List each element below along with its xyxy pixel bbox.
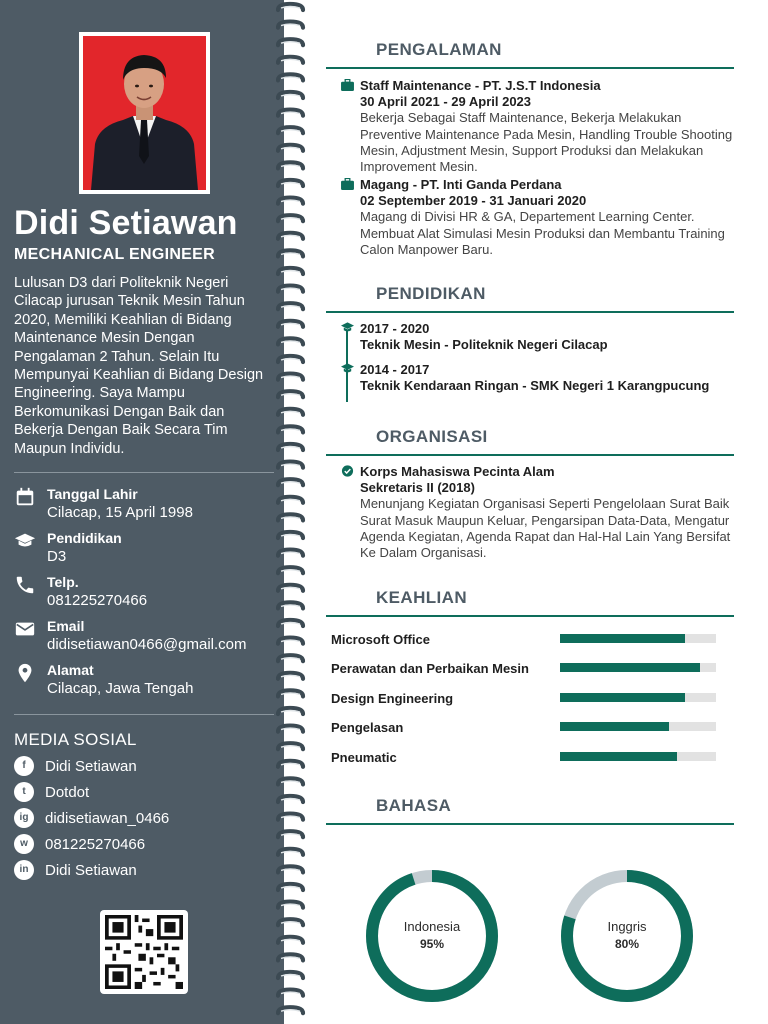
skill-bar-fill [560, 752, 677, 761]
sidebar-divider [14, 472, 274, 473]
spiral-ring-highlight [281, 517, 300, 519]
spiral-ring-highlight [281, 253, 300, 255]
skill-bar [560, 663, 716, 672]
skill-bar [560, 722, 716, 731]
skill-name: Perawatan dan Perbaikan Mesin [331, 661, 529, 676]
spiral-ring-highlight [281, 887, 300, 889]
spiral-ring-highlight [281, 552, 300, 554]
spiral-ring-highlight [281, 288, 300, 290]
spiral-ring-highlight [281, 235, 300, 237]
section-title-education: PENDIDIKAN [376, 284, 486, 303]
skill-name: Pengelasan [331, 720, 404, 735]
section-divider [326, 615, 734, 617]
info-value: didisetiawan0466@gmail.com [47, 636, 247, 653]
skill-bar-fill [560, 722, 669, 731]
skill-name: Pneumatic [331, 750, 397, 765]
profile-photo [83, 36, 206, 190]
spiral-ring-highlight [281, 130, 300, 132]
spiral-ring-highlight [281, 904, 300, 906]
spiral-ring-highlight [281, 499, 300, 501]
spiral-ring-highlight [281, 394, 300, 396]
experience-title: Staff Maintenance - PT. J.S.T Indonesia [360, 78, 601, 93]
phone-icon [14, 574, 36, 596]
spiral-ring-highlight [281, 7, 300, 9]
spiral-ring-highlight [281, 24, 300, 26]
briefcase-icon [341, 79, 354, 91]
spiral-ring-highlight [281, 200, 300, 202]
spiral-ring-highlight [281, 464, 300, 466]
qr-code[interactable] [100, 910, 188, 994]
graduation-cap-icon [341, 321, 354, 333]
spiral-ring-highlight [281, 411, 300, 413]
skill-bar [560, 752, 716, 761]
facebook-icon: f [14, 756, 34, 776]
info-label: Tanggal Lahir [47, 486, 138, 502]
social-linkedin[interactable] [14, 860, 276, 882]
spiral-ring-highlight [281, 447, 300, 449]
spiral-ring-highlight [281, 992, 300, 994]
skill-bar [560, 634, 716, 643]
spiral-ring-highlight [281, 165, 300, 167]
spiral-ring-highlight [281, 570, 300, 572]
education-years: 2014 - 2017 [360, 362, 430, 377]
graduation-cap-icon [14, 530, 36, 552]
spiral-ring-highlight [281, 341, 300, 343]
section-divider [326, 311, 734, 313]
spiral-ring-highlight [281, 482, 300, 484]
spiral-ring-highlight [281, 693, 300, 695]
section-divider [326, 454, 734, 456]
organization-item [360, 464, 738, 561]
spiral-ring-highlight [281, 869, 300, 871]
social-twitter[interactable] [14, 782, 276, 804]
spiral-ring-highlight [281, 306, 300, 308]
spiral-ring-highlight [281, 535, 300, 537]
spiral-ring-highlight [281, 59, 300, 61]
spiral-ring-highlight [281, 77, 300, 79]
spiral-ring-highlight [281, 1010, 300, 1012]
social-media-title: MEDIA SOSIAL [14, 730, 137, 749]
profile-summary: Lulusan D3 dari Politeknik Negeri Cilacap jurusan Teknik Mesin Tahun 2020, Memiliki Keahlian di Bidang Maintenance Mesin Dengan Pengalaman 2 Tahun. Selain Itu Mempunyai Keahlian di Bidang Design Engineering. Saya Mampu Berkomunikasi Dengan Baik dan Bekerja Dengan Baik Secara Tim Maupun Individu. [14, 275, 264, 457]
spiral-ring-highlight [281, 623, 300, 625]
organization-name: Korps Mahasiswa Pecinta Alam [360, 464, 555, 479]
organization-role: Sekretaris II (2018) [360, 480, 475, 496]
section-title-languages: BAHASA [376, 796, 452, 815]
linkedin-icon: in [14, 860, 34, 880]
spiral-ring-highlight [281, 42, 300, 44]
spiral-ring-highlight [281, 781, 300, 783]
sidebar [0, 0, 284, 1024]
spiral-ring-highlight [281, 323, 300, 325]
spiral-ring-highlight [281, 587, 300, 589]
spiral-ring-highlight [281, 640, 300, 642]
social-whatsapp[interactable] [14, 834, 276, 856]
spiral-ring-highlight [281, 112, 300, 114]
skill-name: Microsoft Office [331, 632, 430, 647]
spiral-ring-highlight [281, 675, 300, 677]
skill-bar-fill [560, 663, 700, 672]
info-value: Cilacap, Jawa Tengah [47, 680, 194, 697]
social-instagram[interactable] [14, 808, 276, 830]
spiral-ring-highlight [281, 939, 300, 941]
language-percent: 95% [419, 937, 445, 951]
spiral-ring-highlight [281, 799, 300, 801]
education-years: 2017 - 2020 [360, 321, 430, 336]
section-divider [326, 67, 734, 69]
social-text: didisetiawan_0466 [45, 810, 170, 827]
spiral-ring-highlight [281, 746, 300, 748]
education-school: Teknik Kendaraan Ringan - SMK Negeri 1 Karangpucung [360, 378, 710, 394]
spiral-ring-highlight [281, 218, 300, 220]
spiral-ring-highlight [281, 728, 300, 730]
graduation-cap-icon [341, 362, 354, 374]
social-text: Didi Setiawan [45, 862, 137, 879]
briefcase-icon [341, 178, 354, 190]
spiral-ring-highlight [281, 975, 300, 977]
spiral-binding [276, 0, 308, 1024]
spiral-ring-highlight [281, 711, 300, 713]
experience-dates: 02 September 2019 - 31 Januari 2020 [360, 193, 587, 209]
skill-bar-fill [560, 693, 685, 702]
experience-desc: Magang di Divisi HR & GA, Departement Learning Center. Membuat Alat Simulasi Mesin Produksi dan Membantu Training Calon Manpower Baru. [360, 209, 725, 257]
profile-title: MECHANICAL ENGINEER [14, 246, 215, 263]
check-circle-icon [341, 465, 354, 477]
spiral-ring-highlight [281, 851, 300, 853]
calendar-icon [14, 486, 36, 508]
sidebar-divider [14, 714, 274, 715]
social-facebook[interactable] [14, 756, 276, 778]
social-text: Didi Setiawan [45, 758, 137, 775]
organization-desc: Menunjang Kegiatan Organisasi Seperti Pengelolaan Surat Baik Surat Masuk Maupun Keluar, Pengarsipan Data-Data, Mengatur Agenda Kegiatan, Agenda Rapat dan Hal-Hal Lain Yang Bersifat Ke Dalam Organisasi. [360, 496, 731, 561]
social-text: Dotdot [45, 784, 90, 801]
experience-item [360, 177, 738, 258]
language-label [559, 919, 695, 951]
info-label: Alamat [47, 662, 94, 678]
spiral-ring-highlight [281, 658, 300, 660]
info-label: Email [47, 618, 85, 634]
spiral-ring-highlight [281, 147, 300, 149]
location-pin-icon [14, 662, 36, 684]
section-divider [326, 823, 734, 825]
experience-desc: Bekerja Sebagai Staff Maintenance, Bekerja Melakukan Preventive Maintenance Pada Mesin, Handling Trouble Shooting Mesin, Adjustment Mesin, Support Produksi dan Melakukan Improvement Mesin. [360, 110, 733, 175]
email-icon [14, 618, 36, 640]
profile-name: Didi Setiawan [14, 204, 238, 242]
spiral-ring-highlight [281, 816, 300, 818]
info-label: Telp. [47, 574, 79, 590]
profile-photo-frame [79, 32, 210, 194]
spiral-ring-highlight [281, 429, 300, 431]
section-title-organization: ORGANISASI [376, 427, 488, 446]
experience-title: Magang - PT. Inti Ganda Perdana [360, 177, 562, 192]
info-value: D3 [47, 548, 67, 565]
skill-name: Design Engineering [331, 691, 454, 706]
language-name: Indonesia [403, 919, 461, 934]
skill-bar-fill [560, 634, 685, 643]
info-value: Cilacap, 15 April 1998 [47, 504, 193, 521]
spiral-ring-highlight [281, 957, 300, 959]
education-item [360, 321, 738, 353]
education-school: Teknik Mesin - Politeknik Negeri Cilacap [360, 337, 608, 353]
language-name: Inggris [607, 919, 647, 934]
spiral-ring-highlight [281, 605, 300, 607]
spiral-ring-highlight [281, 834, 300, 836]
instagram-icon: ig [14, 808, 34, 828]
info-label: Pendidikan [47, 530, 122, 546]
education-item [360, 362, 738, 394]
twitter-icon: t [14, 782, 34, 802]
spiral-ring-highlight [281, 922, 300, 924]
spiral-ring-highlight [281, 359, 300, 361]
info-value: 081225270466 [47, 592, 148, 609]
whatsapp-icon: w [14, 834, 34, 854]
spiral-ring-highlight [281, 95, 300, 97]
spiral-ring-highlight [281, 376, 300, 378]
social-text: 081225270466 [45, 836, 146, 853]
skill-bar [560, 693, 716, 702]
spiral-ring-highlight [281, 271, 300, 273]
experience-dates: 30 April 2021 - 29 April 2023 [360, 94, 532, 110]
section-title-experience: PENGALAMAN [376, 40, 502, 59]
spiral-ring-highlight [281, 763, 300, 765]
section-title-skills: KEAHLIAN [376, 588, 468, 607]
language-percent: 80% [614, 937, 640, 951]
experience-item [360, 78, 738, 175]
spiral-ring-highlight [281, 183, 300, 185]
language-label [364, 919, 500, 951]
